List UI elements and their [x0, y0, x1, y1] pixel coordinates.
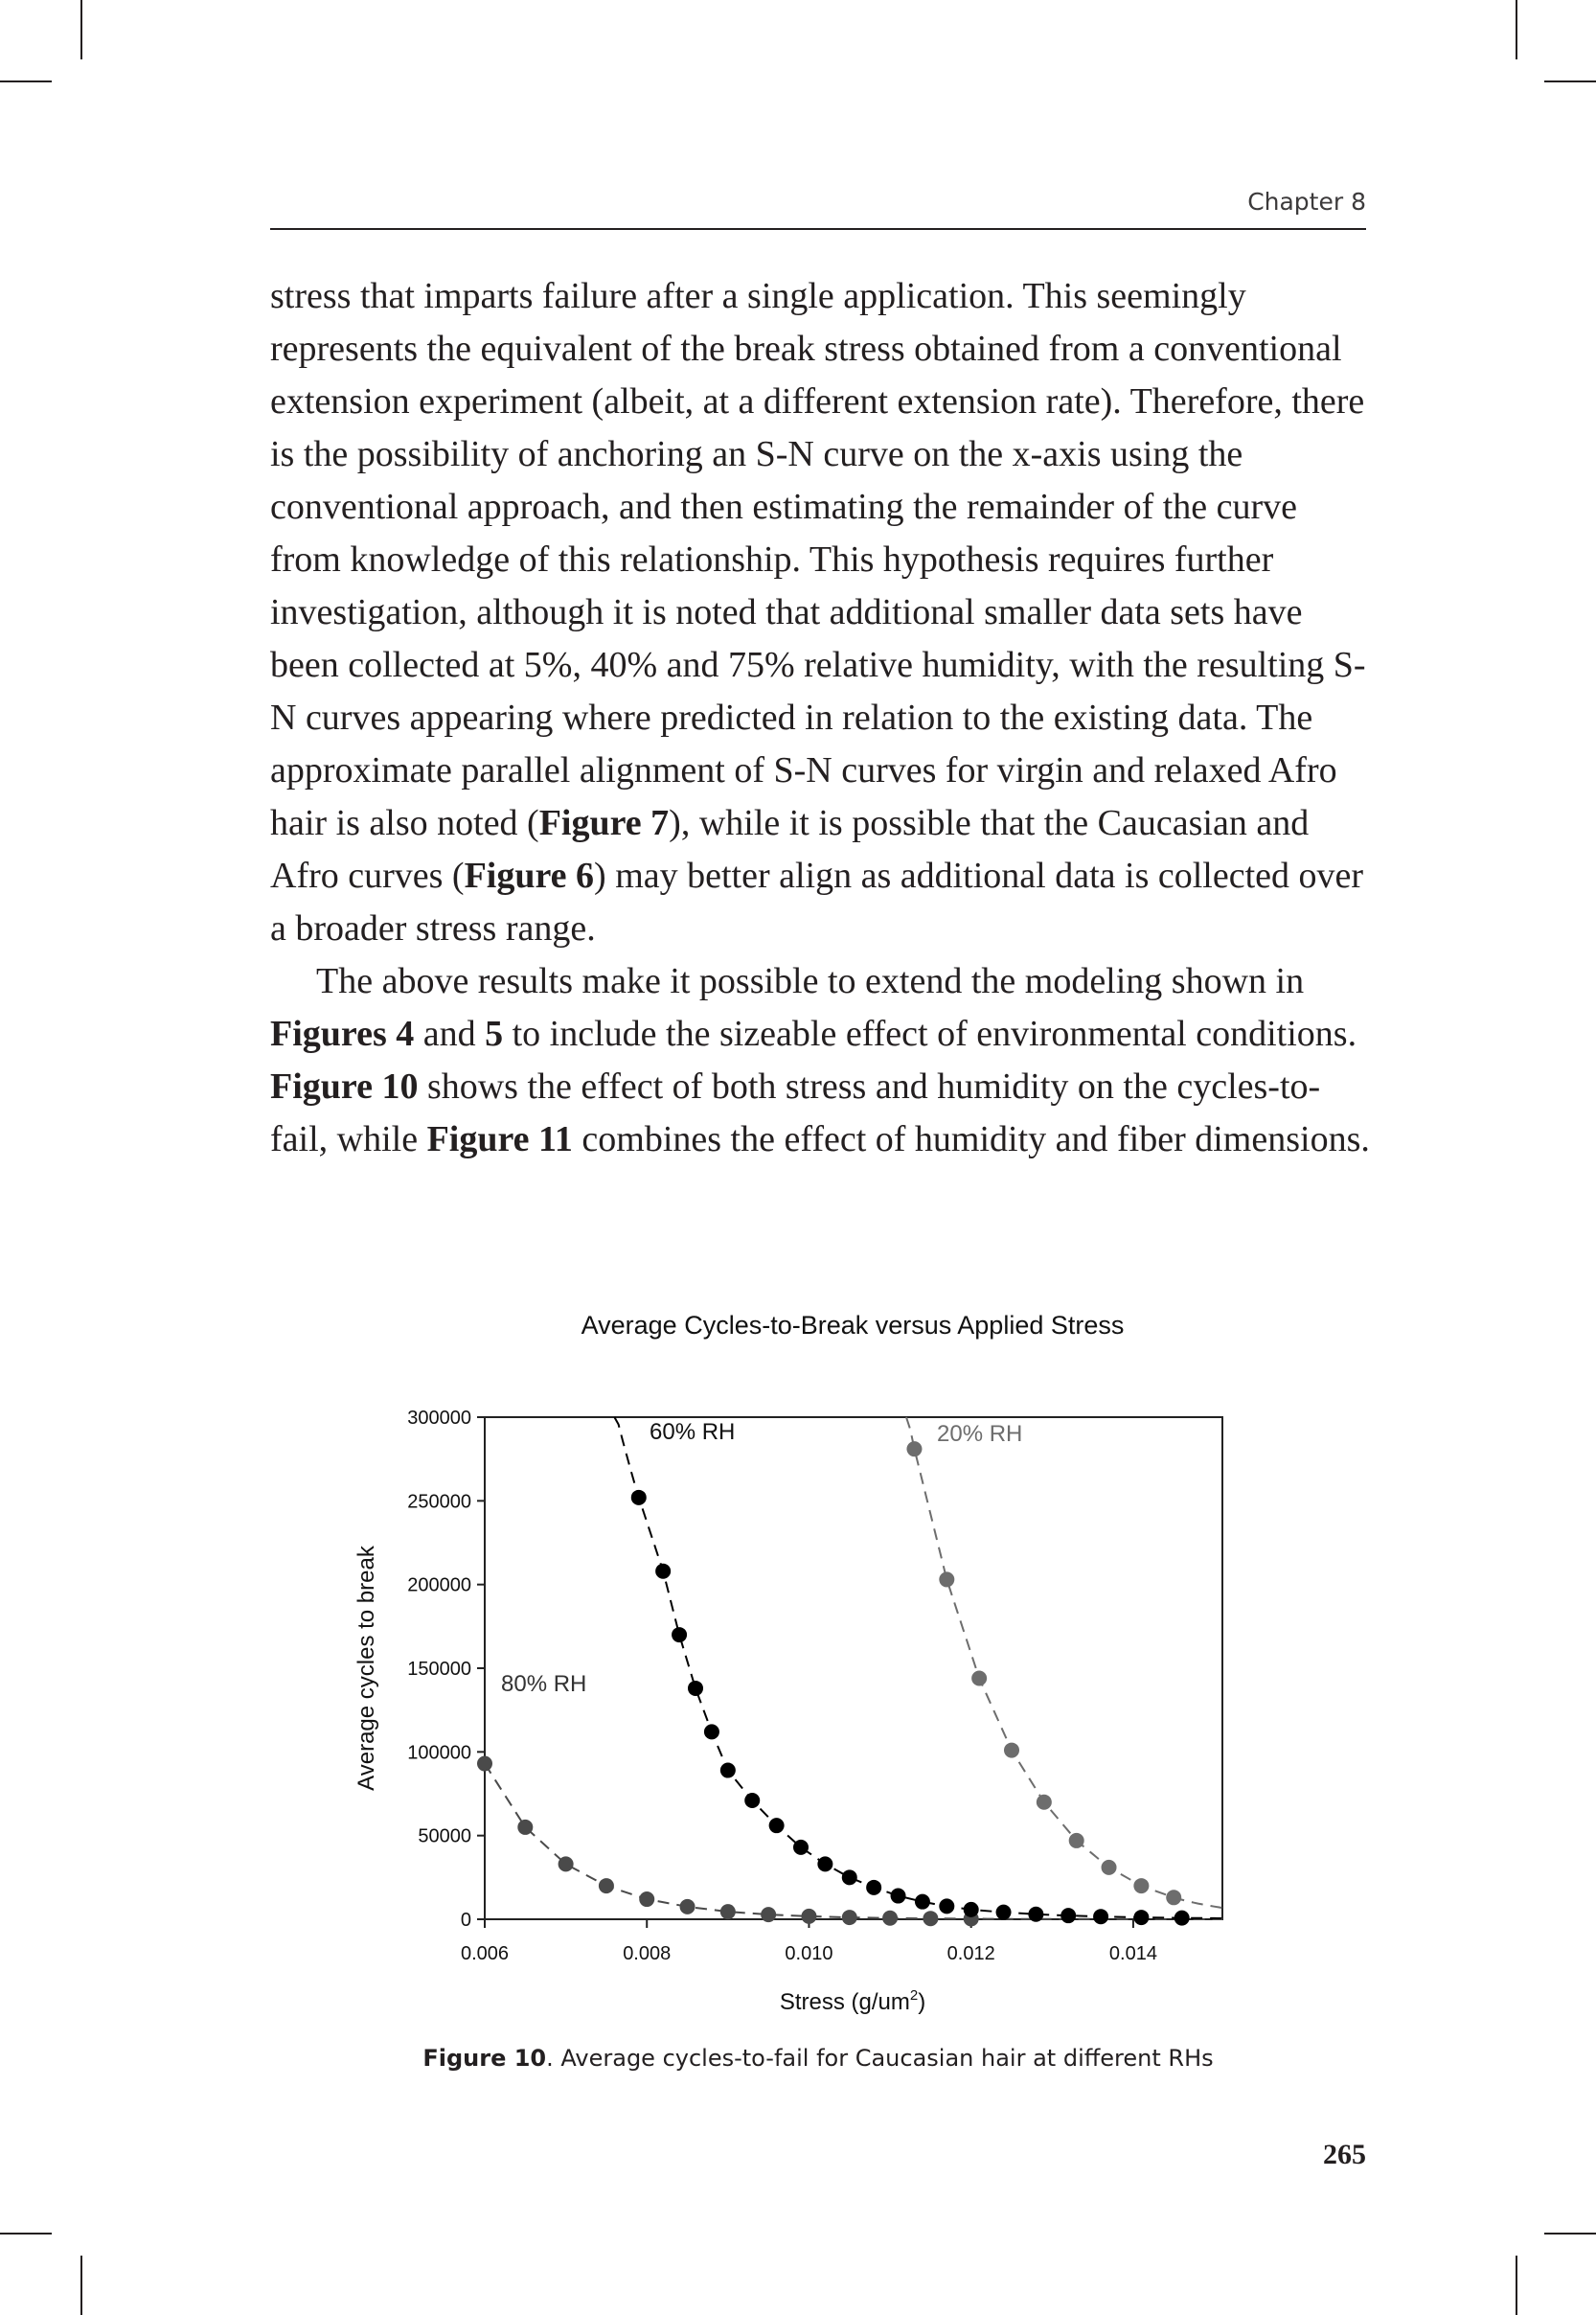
data-point-80-rh: [599, 1878, 614, 1893]
paragraph-1: [270, 270, 1372, 955]
figure-ref[interactable]: Figure 11: [426, 1119, 573, 1159]
data-point-60-rh: [1028, 1907, 1043, 1922]
data-point-20-rh: [939, 1571, 954, 1587]
x-axis: [461, 1919, 1157, 1964]
text-run: The above results make it possible to extend the modeling shown in: [316, 961, 1305, 1001]
y-axis-label: Average cycles to break: [353, 1546, 379, 1791]
body-text: [270, 270, 1372, 1166]
data-point-60-rh: [817, 1856, 832, 1871]
y-tick-label: 200000: [407, 1574, 471, 1596]
data-point-20-rh: [906, 1441, 922, 1456]
data-point-60-rh: [704, 1724, 719, 1739]
data-point-20-rh: [1133, 1878, 1149, 1893]
crop-mark: [0, 2233, 52, 2235]
x-axis-label: [780, 1987, 925, 2015]
text-run: stress that imparts failure after a single application. This seemingly represents the equivalent of the break stress obtained from a conventional extension experiment (albeit, at a different extension rate). Therefore, there is the possibility of anchoring an S-N curve on the x-axis using the conventional approach, and then estimating the remainder of the curve from knowledge of this relationship. This hypothesis requires further investigation, although it is noted that additional smaller data sets have been collected at 5%, 40% and 75% relative humidity, with the resulting S-N curves appearing where predicted in relation to the existing data. The approximate parallel alignment of S-N curves for virgin and relaxed Afro hair is also noted (: [270, 276, 1366, 843]
y-tick-label: 50000: [418, 1825, 471, 1847]
data-point-80-rh: [923, 1911, 938, 1926]
curve-60-rh: [614, 1417, 1222, 1918]
data-point-20-rh: [1166, 1890, 1181, 1905]
y-tick-label: 300000: [407, 1408, 471, 1429]
data-point-60-rh: [891, 1889, 906, 1904]
crop-mark: [1544, 80, 1596, 82]
text-run: ), while it is possible that the Caucasian and Afro curves (: [270, 803, 1310, 896]
data-point-60-rh: [915, 1894, 930, 1910]
data-point-60-rh: [744, 1793, 760, 1808]
curve-20-rh: [906, 1417, 1222, 1908]
x-tick-label: 0.012: [946, 1943, 995, 1964]
text-run: combines the effect of humidity and fiber dimensions.: [572, 1119, 1370, 1159]
x-axis-label-end: ): [918, 1989, 926, 2015]
y-tick-label: 100000: [407, 1742, 471, 1764]
figure-10-chart: [345, 1380, 1245, 2031]
text-run: to include the sizeable effect of environmental conditions.: [503, 1014, 1357, 1054]
data-point-20-rh: [1004, 1743, 1019, 1758]
figure-ref[interactable]: Figures 4: [270, 1014, 415, 1054]
data-point-80-rh: [639, 1891, 654, 1907]
header-rule: [270, 228, 1366, 230]
data-point-80-rh: [517, 1820, 533, 1835]
figure-ref[interactable]: Figure 6: [464, 856, 595, 896]
data-point-60-rh: [1060, 1908, 1076, 1923]
data-point-60-rh: [964, 1902, 979, 1917]
series-curves: [485, 1417, 1222, 1919]
y-tick-label: 0: [460, 1910, 471, 1931]
page-number: 265: [1323, 2139, 1366, 2170]
x-tick-label: 0.010: [785, 1943, 833, 1964]
x-tick-label: 0.008: [623, 1943, 672, 1964]
data-point-60-rh: [655, 1564, 671, 1579]
data-point-80-rh: [477, 1756, 492, 1772]
plot-frame: [485, 1417, 1222, 1919]
label-20-rh: 20% RH: [937, 1421, 1023, 1447]
curve-80-rh: [485, 1764, 1222, 1919]
data-point-80-rh: [801, 1909, 816, 1924]
data-point-60-rh: [769, 1818, 785, 1833]
chart-title: Average Cycles-to-Break versus Applied Stress: [581, 1311, 1125, 1340]
data-point-20-rh: [1069, 1833, 1084, 1848]
x-axis-label-text: Stress (g/um: [779, 1989, 910, 2015]
label-60-rh: 60% RH: [650, 1419, 736, 1445]
x-tick-label: 0.006: [460, 1943, 510, 1964]
y-axis: [407, 1408, 485, 1931]
x-axis-label-sup: 2: [909, 1987, 919, 2004]
y-tick-label: 150000: [407, 1659, 471, 1680]
data-point-60-rh: [866, 1880, 881, 1895]
data-point-80-rh: [720, 1904, 736, 1919]
figure-caption: [270, 2045, 1366, 2072]
data-point-60-rh: [1174, 1911, 1190, 1926]
data-point-60-rh: [672, 1627, 687, 1642]
data-point-60-rh: [996, 1905, 1012, 1920]
crop-mark: [80, 0, 82, 59]
paragraph-2: [270, 955, 1372, 1166]
crop-mark: [1516, 2256, 1517, 2315]
data-point-20-rh: [971, 1670, 987, 1685]
data-point-60-rh: [1093, 1909, 1108, 1924]
figure-ref[interactable]: Figure 7: [538, 803, 670, 843]
data-point-60-rh: [793, 1840, 809, 1855]
figure-ref[interactable]: 5: [485, 1014, 504, 1054]
caption-label: Figure 10: [422, 2045, 547, 2072]
data-point-60-rh: [939, 1898, 954, 1914]
figure-ref[interactable]: Figure 10: [270, 1066, 419, 1107]
crop-mark: [1516, 0, 1517, 59]
data-point-60-rh: [720, 1763, 736, 1778]
data-point-80-rh: [680, 1899, 695, 1914]
data-point-60-rh: [631, 1490, 647, 1505]
crop-mark: [0, 80, 52, 82]
data-point-20-rh: [1102, 1860, 1117, 1875]
text-run: shows the effect of both stress and humidity on the cycles-to-fail, while: [270, 1066, 1321, 1159]
text-run: ) may better align as additional data is collected over a broader stress range.: [270, 856, 1364, 949]
crop-mark: [1544, 2233, 1596, 2235]
data-point-80-rh: [559, 1856, 574, 1871]
crop-mark: [80, 2256, 82, 2315]
caption-text: . Average cycles-to-fail for Caucasian hair at different RHs: [546, 2045, 1214, 2072]
y-tick-label: 250000: [407, 1491, 471, 1513]
text-run: and: [414, 1014, 486, 1054]
data-point-80-rh: [842, 1910, 857, 1925]
data-point-20-rh: [1037, 1795, 1052, 1810]
data-point-60-rh: [1133, 1910, 1149, 1925]
data-point-60-rh: [842, 1869, 857, 1885]
data-point-80-rh: [761, 1907, 776, 1922]
data-point-60-rh: [688, 1681, 703, 1696]
running-head: Chapter 8: [1247, 188, 1366, 216]
label-80-rh: 80% RH: [501, 1671, 587, 1697]
data-point-80-rh: [882, 1911, 898, 1926]
x-tick-label: 0.014: [1108, 1943, 1157, 1964]
